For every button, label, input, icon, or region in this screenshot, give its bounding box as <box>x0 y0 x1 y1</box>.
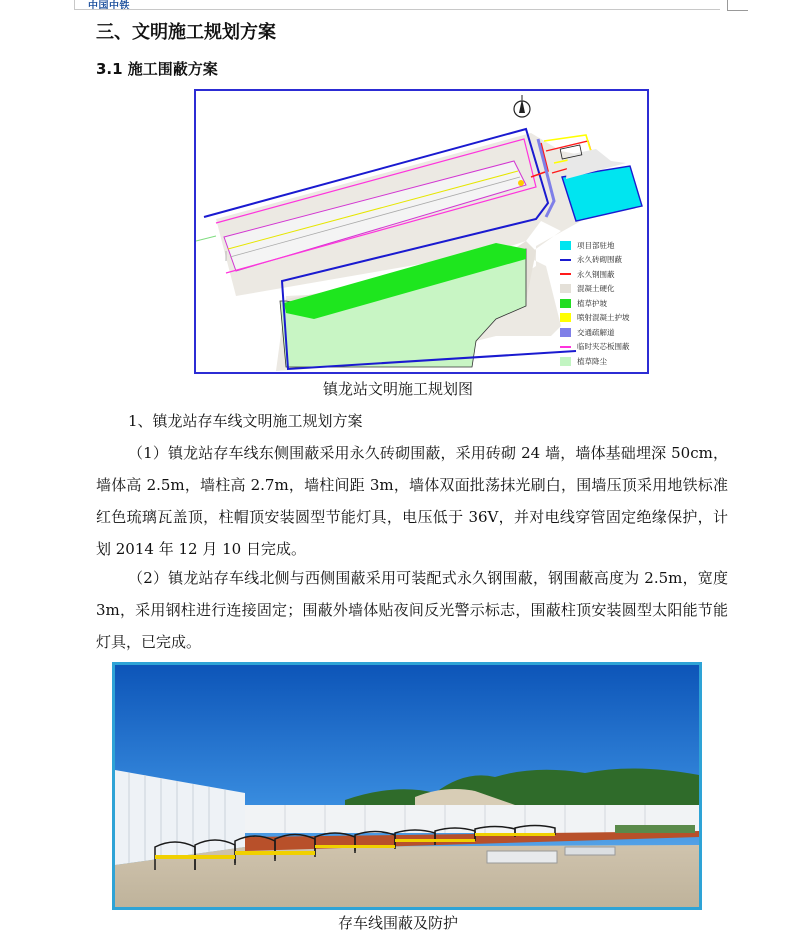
legend-swatch-icon <box>560 357 571 366</box>
legend-label: 永久砖砌围蔽 <box>577 255 622 265</box>
legend-item <box>560 354 646 369</box>
legend-swatch-icon <box>560 328 571 337</box>
legend-label: 植草降尘 <box>577 356 607 366</box>
legend-swatch-icon <box>560 299 571 308</box>
site-plan-figure <box>194 89 649 374</box>
legend-item <box>560 311 646 326</box>
legend-item <box>560 282 646 297</box>
paragraph-1: （1）镇龙站存车线东侧围蔽采用永久砖砌围蔽，采用砖砌 24 墙，墙体基础埋深 50cm，墙体高 2.5m，墙柱高 2.7m，墙柱间距 3m，墙体双面批荡抹光刷白，围墙压顶采用地铁标准红色琉璃瓦盖顶，柱帽顶安装圆型节能灯具，电压低于 36V，并对电线穿管固定绝缘保护，计划 2014 年 12 月 10 日完成。 <box>96 444 728 558</box>
header-rule <box>75 9 720 10</box>
legend-label: 喷射混凝土护坡 <box>577 313 630 323</box>
legend-item <box>560 340 646 355</box>
section-title: 三、文明施工规划方案 <box>96 22 276 43</box>
fence-photo <box>115 665 699 907</box>
legend-item <box>560 267 646 282</box>
legend-swatch-icon <box>560 273 571 275</box>
legend-swatch-icon <box>560 346 571 348</box>
legend-swatch-icon <box>560 241 571 250</box>
north-arrow-icon <box>514 95 530 117</box>
legend-item <box>560 296 646 311</box>
legend-swatch-icon <box>560 284 571 293</box>
figure2-caption: 存车线围蔽及防护 <box>337 914 458 932</box>
legend-item <box>560 325 646 340</box>
company-logo: 中国中铁 <box>88 1 130 12</box>
legend-label: 交通疏解道 <box>577 327 615 337</box>
legend-label: 混凝土硬化 <box>577 284 615 294</box>
subsection-title: 3.1 施工围蔽方案 <box>96 60 218 78</box>
legend-label: 临时夹芯板围蔽 <box>577 342 630 352</box>
legend-item <box>560 253 646 268</box>
paragraph-heading: 1、镇龙站存车线文明施工规划方案 <box>128 412 363 430</box>
paragraph-2: （2）镇龙站存车线北侧与西侧围蔽采用可装配式永久钢围蔽，钢围蔽高度为 2.5m，宽度 3m，采用钢柱进行连接固定；围蔽外墙体贴夜间反光警示标志，围蔽柱顶安装圆型太阳能节能灯具，已完成。 <box>96 569 728 651</box>
figure1-caption: 镇龙站文明施工规划图 <box>322 380 473 398</box>
header-corner-right <box>727 0 748 11</box>
legend-swatch-icon <box>560 259 571 261</box>
legend-swatch-icon <box>560 313 571 322</box>
legend-label: 永久钢围蔽 <box>577 269 615 279</box>
plan-legend <box>560 238 646 369</box>
legend-label: 项目部驻地 <box>577 240 615 250</box>
legend-item <box>560 238 646 253</box>
fence-photo-figure <box>112 662 702 910</box>
legend-label: 植草护坡 <box>577 298 607 308</box>
